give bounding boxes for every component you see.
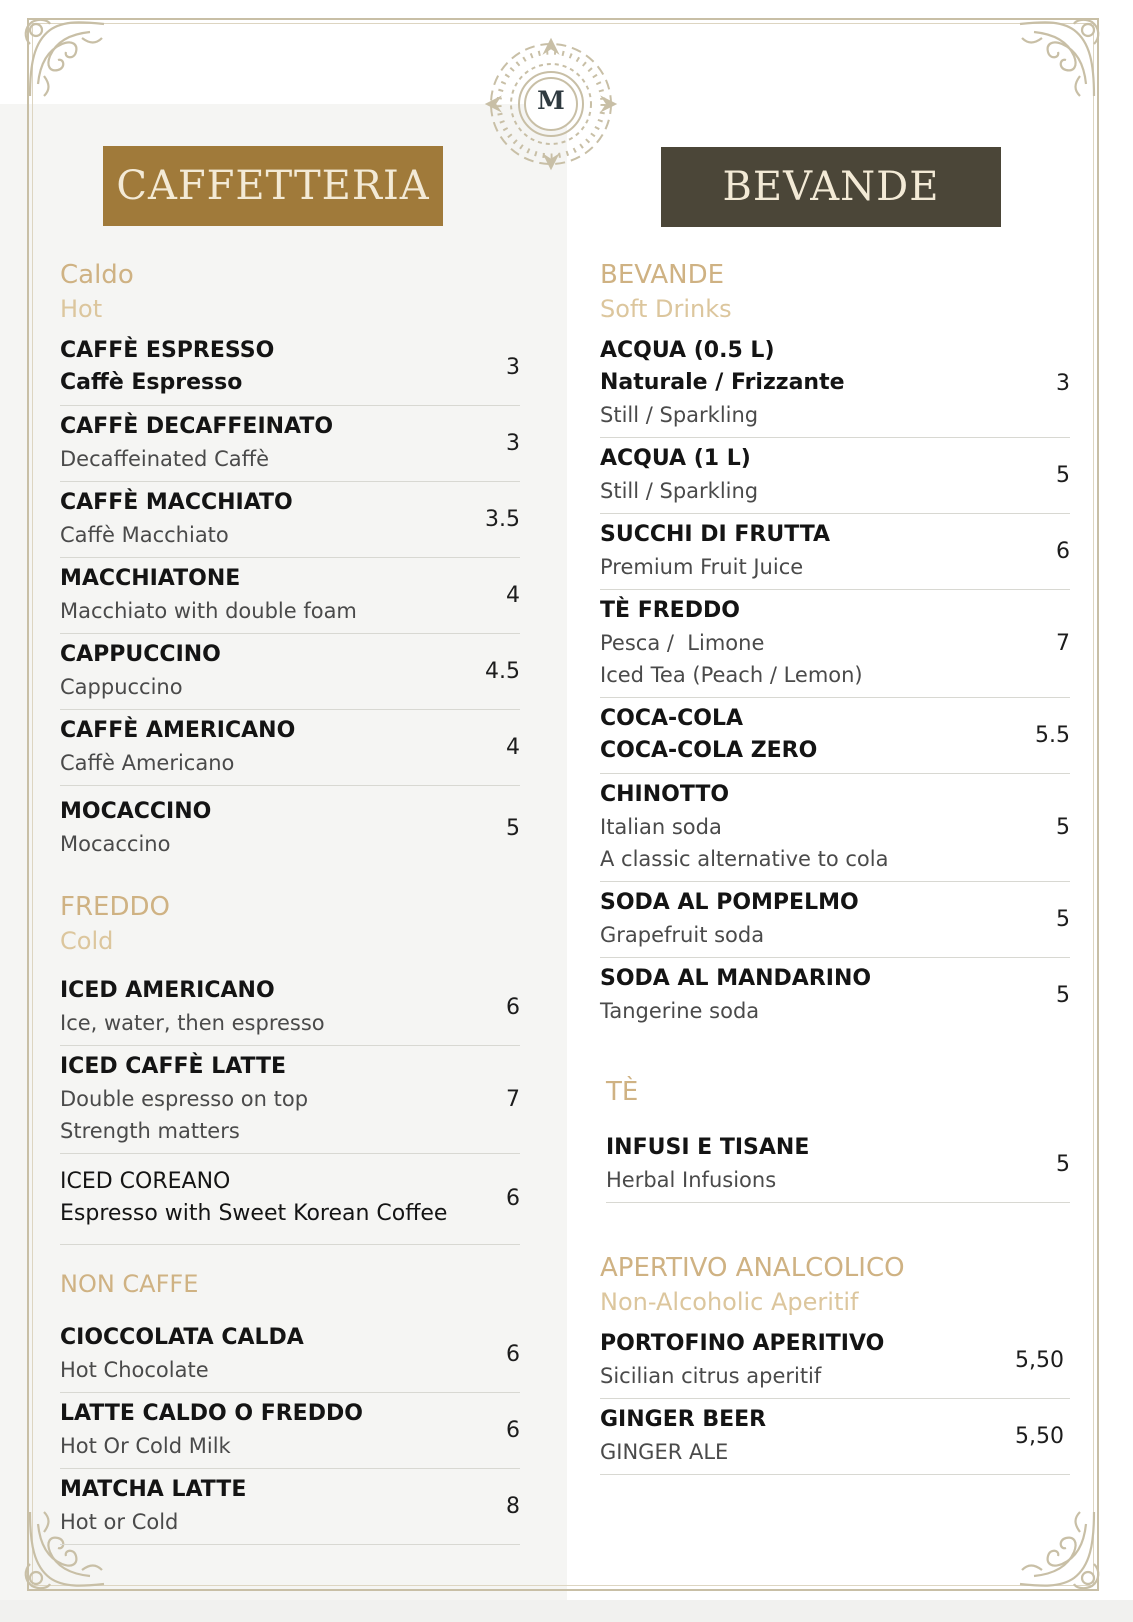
item-desc: Cappuccino [60,675,183,699]
item-price: 5,50 [1015,1347,1064,1373]
section-title-freddo: FREDDO [60,892,170,922]
item-desc: Caffè Macchiato [60,523,229,547]
menu-item [600,958,1070,1033]
item-price: 6 [506,994,520,1020]
item-price: 6 [506,1417,520,1443]
item-price: 3 [506,430,520,456]
item-name: GINGER BEER [600,1407,767,1432]
section-subtitle-cold: Cold [60,927,114,955]
section-title-bevande: BEVANDE [600,260,725,290]
item-line2: Caffè Espresso [60,370,243,395]
item-desc: Hot Or Cold Milk [60,1434,231,1458]
item-name: CAFFÈ DECAFFEINATO [60,414,334,439]
menu-item [60,634,520,710]
menu-item [600,330,1070,438]
item-name: MOCACCINO [60,799,212,824]
item-desc: Double espresso on top [60,1087,309,1111]
item-price: 6 [506,1341,520,1367]
item-line2: Espresso with Sweet Korean Coffee [60,1201,448,1226]
menu-item [60,330,520,406]
item-desc: Still / Sparkling [600,479,759,503]
item-name: LATTE CALDO O FREDDO [60,1401,363,1426]
item-desc: Tangerine soda [600,999,760,1023]
menu-item [60,710,520,786]
item-desc: Herbal Infusions [606,1168,777,1192]
item-price: 5 [506,815,520,841]
menu-item [60,1317,520,1393]
item-desc: Italian soda [600,815,722,839]
item-price: 3 [506,354,520,380]
item-name: SODA AL MANDARINO [600,966,872,991]
item-desc: Still / Sparkling [600,403,759,427]
bottom-strip [0,1600,1133,1622]
item-desc: Grapefruit soda [600,923,765,947]
item-desc: Decaffeinated Caffè [60,447,269,471]
menu-item [60,482,520,558]
item-price: 5,50 [1015,1423,1064,1449]
menu-item [600,590,1070,698]
item-desc: Hot Chocolate [60,1358,209,1382]
item-desc: Premium Fruit Juice [600,555,804,579]
item-name: TÈ FREDDO [600,598,740,623]
item-price: 3.5 [485,506,520,532]
item-name: ACQUA (1 L) [600,446,751,471]
item-name: CAFFÈ AMERICANO [60,718,296,743]
menu-item [60,1046,520,1154]
item-name: ICED AMERICANO [60,978,275,1003]
item-price: 4 [506,582,520,608]
bevande-banner: BEVANDE [661,147,1001,227]
item-name: ICED CAFFÈ LATTE [60,1054,287,1079]
caffetteria-banner: CAFFETTERIA [103,146,443,226]
item-name: ICED COREANO [60,1169,231,1194]
menu-item [600,438,1070,514]
item-price: 5.5 [1035,722,1070,748]
corner-flourish-icon [20,14,112,106]
item-price: 3 [1056,370,1070,396]
item-price: 5 [1056,462,1070,488]
menu-item [60,1393,520,1469]
menu-item [60,558,520,634]
menu-item [60,1469,520,1545]
item-price: 5 [1056,1151,1070,1177]
item-price: 5 [1056,982,1070,1008]
corner-flourish-icon [1012,1502,1104,1594]
item-name: ACQUA (0.5 L) [600,338,775,363]
item-price: 8 [506,1493,520,1519]
menu-item [600,774,1070,882]
item-name: PORTOFINO APERITIVO [600,1331,885,1356]
menu-item [60,406,520,482]
item-name: INFUSI E TISANE [606,1135,810,1160]
item-price: 6 [1056,538,1070,564]
item-name: CIOCCOLATA CALDA [60,1325,304,1350]
logo-letter: M [537,86,565,115]
item-name: SUCCHI DI FRUTTA [600,522,831,547]
item-name: CAPPUCCINO [60,642,221,667]
menu-item [600,1399,1070,1475]
menu-item [600,882,1070,958]
item-name: MATCHA LATTE [60,1477,247,1502]
item-name: CAFFÈ ESPRESSO [60,338,275,363]
item-price: 7 [506,1086,520,1112]
section-subtitle-soft-drinks: Soft Drinks [600,295,732,323]
item-name: MACCHIATONE [60,566,241,591]
menu-item [606,1127,1070,1203]
item-desc2: A classic alternative to cola [600,847,889,871]
item-desc: Sicilian citrus aperitif [600,1364,822,1388]
item-price: 5 [1056,814,1070,840]
item-line2: Naturale / Frizzante [600,370,845,395]
caffetteria-column [60,258,520,1545]
item-desc: Caffè Americano [60,751,235,775]
item-name: SODA AL POMPELMO [600,890,859,915]
section-title-caldo: Caldo [60,260,134,290]
section-title-te: TÈ [606,1077,639,1107]
bevande-column [600,258,1070,1475]
menu-item [60,970,520,1046]
item-price: 5 [1056,906,1070,932]
item-price: 4 [506,734,520,760]
corner-flourish-icon [1012,14,1104,106]
item-desc: Ice, water, then espresso [60,1011,325,1035]
item-price: 4.5 [485,658,520,684]
menu-item [600,514,1070,590]
item-desc: Macchiato with double foam [60,599,357,623]
item-desc: Pesca / Limone [600,631,765,655]
item-name: CHINOTTO [600,782,730,807]
section-title-aperitivo: APERTIVO ANALCOLICO [600,1253,905,1283]
section-subtitle-hot: Hot [60,295,103,323]
menu-item [600,1323,1070,1399]
item-desc: Mocaccino [60,832,171,856]
menu-item [60,786,520,866]
item-desc: Hot or Cold [60,1510,179,1534]
section-title-non-caffe: NON CAFFE [60,1270,199,1298]
item-desc: GINGER ALE [600,1440,729,1464]
item-price: 7 [1056,630,1070,656]
menu-item [600,698,1070,774]
item-name: CAFFÈ MACCHIATO [60,490,293,515]
section-subtitle-non-alcoholic: Non-Alcoholic Aperitif [600,1288,859,1316]
item-desc2: Iced Tea (Peach / Lemon) [600,663,863,687]
item-name: COCA-COLA [600,706,744,731]
menu-item [60,1154,520,1245]
item-line2: COCA-COLA ZERO [600,738,818,763]
item-desc2: Strength matters [60,1119,240,1143]
item-price: 6 [506,1185,520,1211]
